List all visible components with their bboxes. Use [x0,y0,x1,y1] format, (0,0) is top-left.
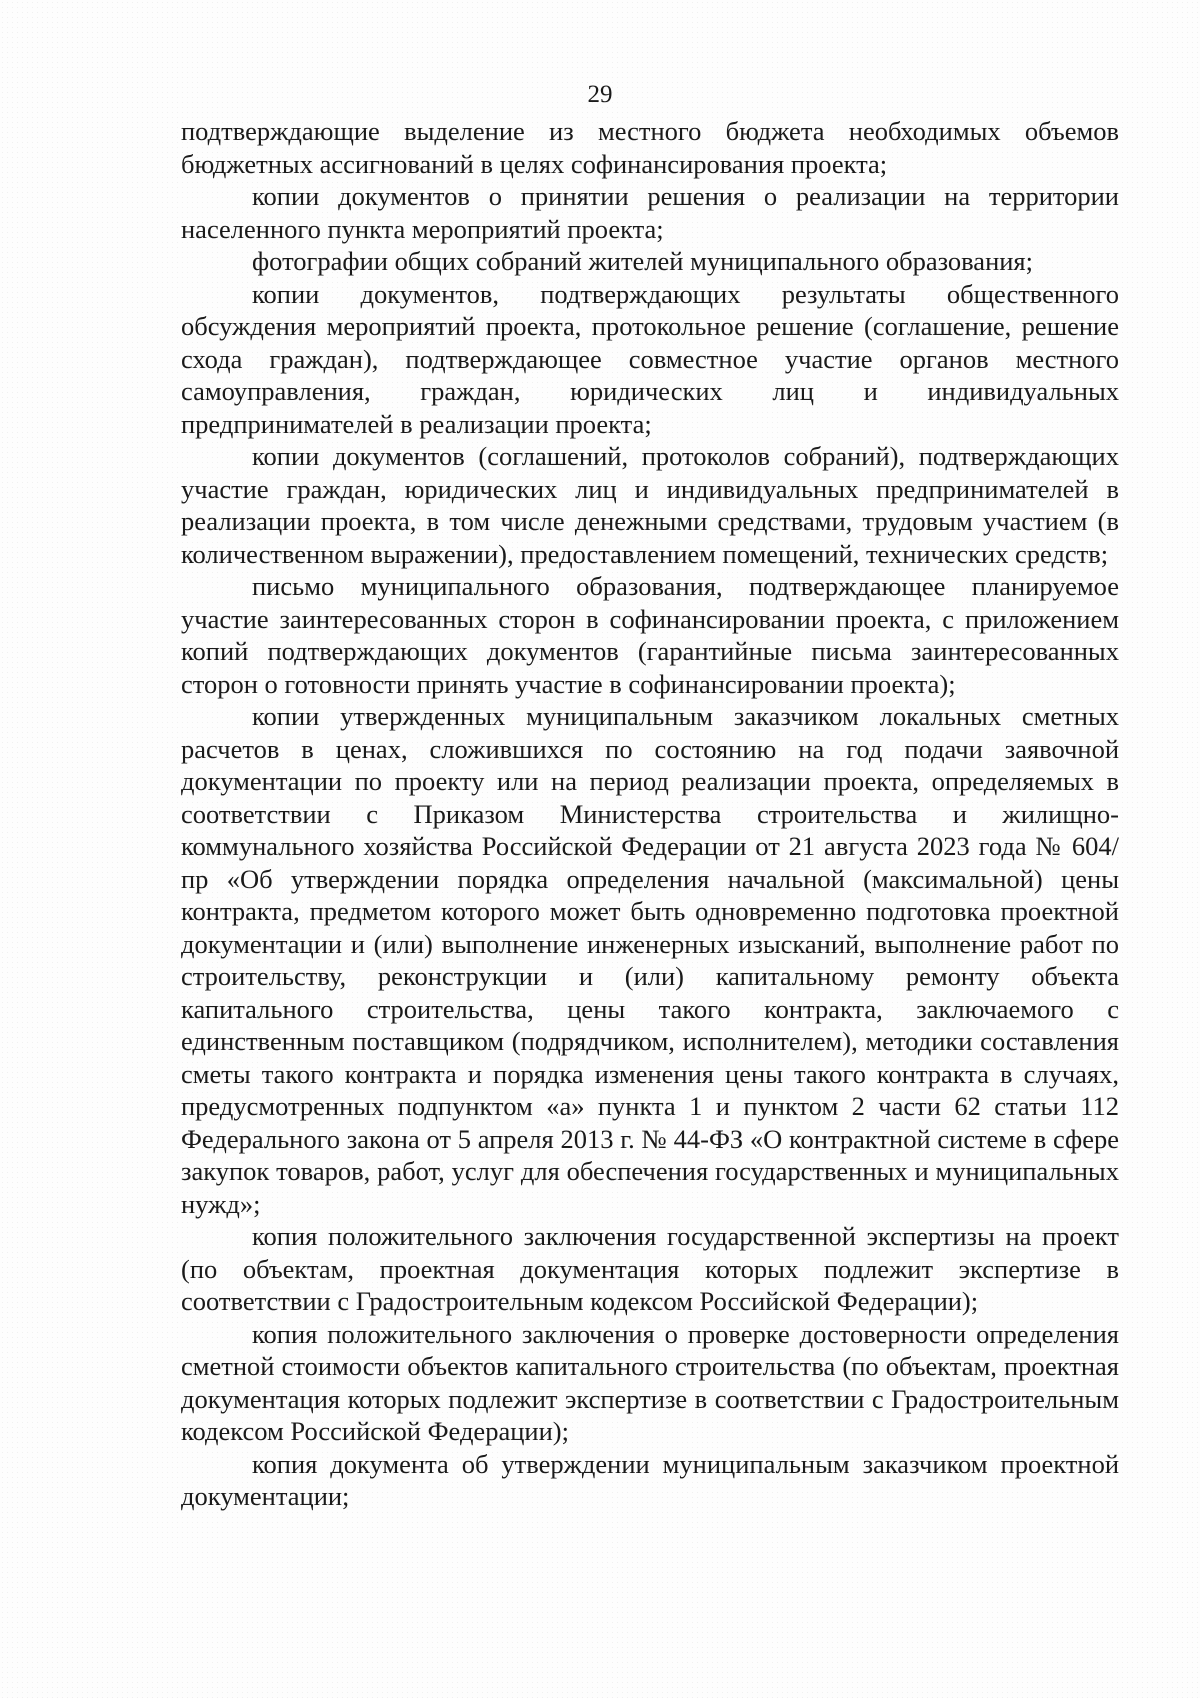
paragraph-public-discussion: копии документов, подтверждающих результаты общественного обсуждения мероприятий проекта, протокольное решение (соглашение, решение схода граждан), подтверждающее совместное участие органов местного самоуправления, граждан, юридических лиц и индивидуальных предпринимателей в реализации проекта; [181,278,1119,439]
paragraph-design-approval: копия документа об утверждении муниципальным заказчиком проектной документации; [181,1448,1119,1511]
paragraph-state-expertise: копия положительного заключения государственной экспертизы на проект (по объектам, проектная документация которых подлежит экспертизе в соответствии с Градостроительным кодексом Российской Федерации); [181,1221,1119,1316]
paragraph-estimate-calculations: копии утвержденных муниципальным заказчиком локальных сметных расчетов в ценах, сложившихся по состоянию на год подачи заявочной документации по проекту или на период реализации проекта, определяемых в соответствии с Приказом Министерства строительства и жилищно-коммунального хозяйства Российской Федерации от 21 августа 2023 года № 604/пр «Об утверждении порядка определения начальной (максимальной) цены контракта, предметом которого может быть одновременно подготовка проектной документации и (или) выполнение инженерных изысканий, выполнение работ по строительству, реконструкции и (или) капитальному ремонту объекта капитального строительства, цены такого контракта, заключаемого с единственным поставщиком (подрядчиком, исполнителем), методики составления сметы такого контракта и порядка изменения цены такого контракта в случаях, предусмотренных подпунктом «а» пункта 1 и пунктом 2 части 62 статьи 112 Федерального закона от 5 апреля 2013 г. № 44-ФЗ «О контрактной системе в сфере закупок товаров, работ, услуг для обеспечения государственных и муниципальных нужд»; [181,701,1119,1219]
paragraph-decision-documents: копии документов о принятии решения о реализации на территории населенного пункта мероприятий проекта; [181,181,1119,244]
page-number: 29 [587,81,613,108]
paragraph-municipal-letter: письмо муниципального образования, подтверждающее планируемое участие заинтересованных сторон в софинансировании проекта, с приложением копий подтверждающих документов (гарантийные письма заинтересованных сторон о готовности принять участие в софинансировании проекта); [181,571,1119,699]
paragraph-participation-documents: копии документов (соглашений, протоколов собраний), подтверждающих участие граждан, юридических лиц и индивидуальных предпринимателей в реализации проекта, в том числе денежными средствами, трудовым участием (в количественном выражении), предоставлением помещений, технических средств; [181,441,1119,569]
document-body [181,115,1119,1513]
paragraph-meeting-photos: фотографии общих собраний жителей муниципального образования; [252,246,1033,276]
paragraph-cost-verification: копия положительного заключения о проверке достоверности определения сметной стоимости объектов капитального строительства (по объектам, проектная документация которых подлежит экспертизе в соответствии с Градостроительным кодексом Российской Федерации); [181,1318,1119,1446]
paragraph-continuation: подтверждающие выделение из местного бюджета необходимых объемов бюджетных ассигнований в целях софинансирования проекта; [181,116,1119,179]
